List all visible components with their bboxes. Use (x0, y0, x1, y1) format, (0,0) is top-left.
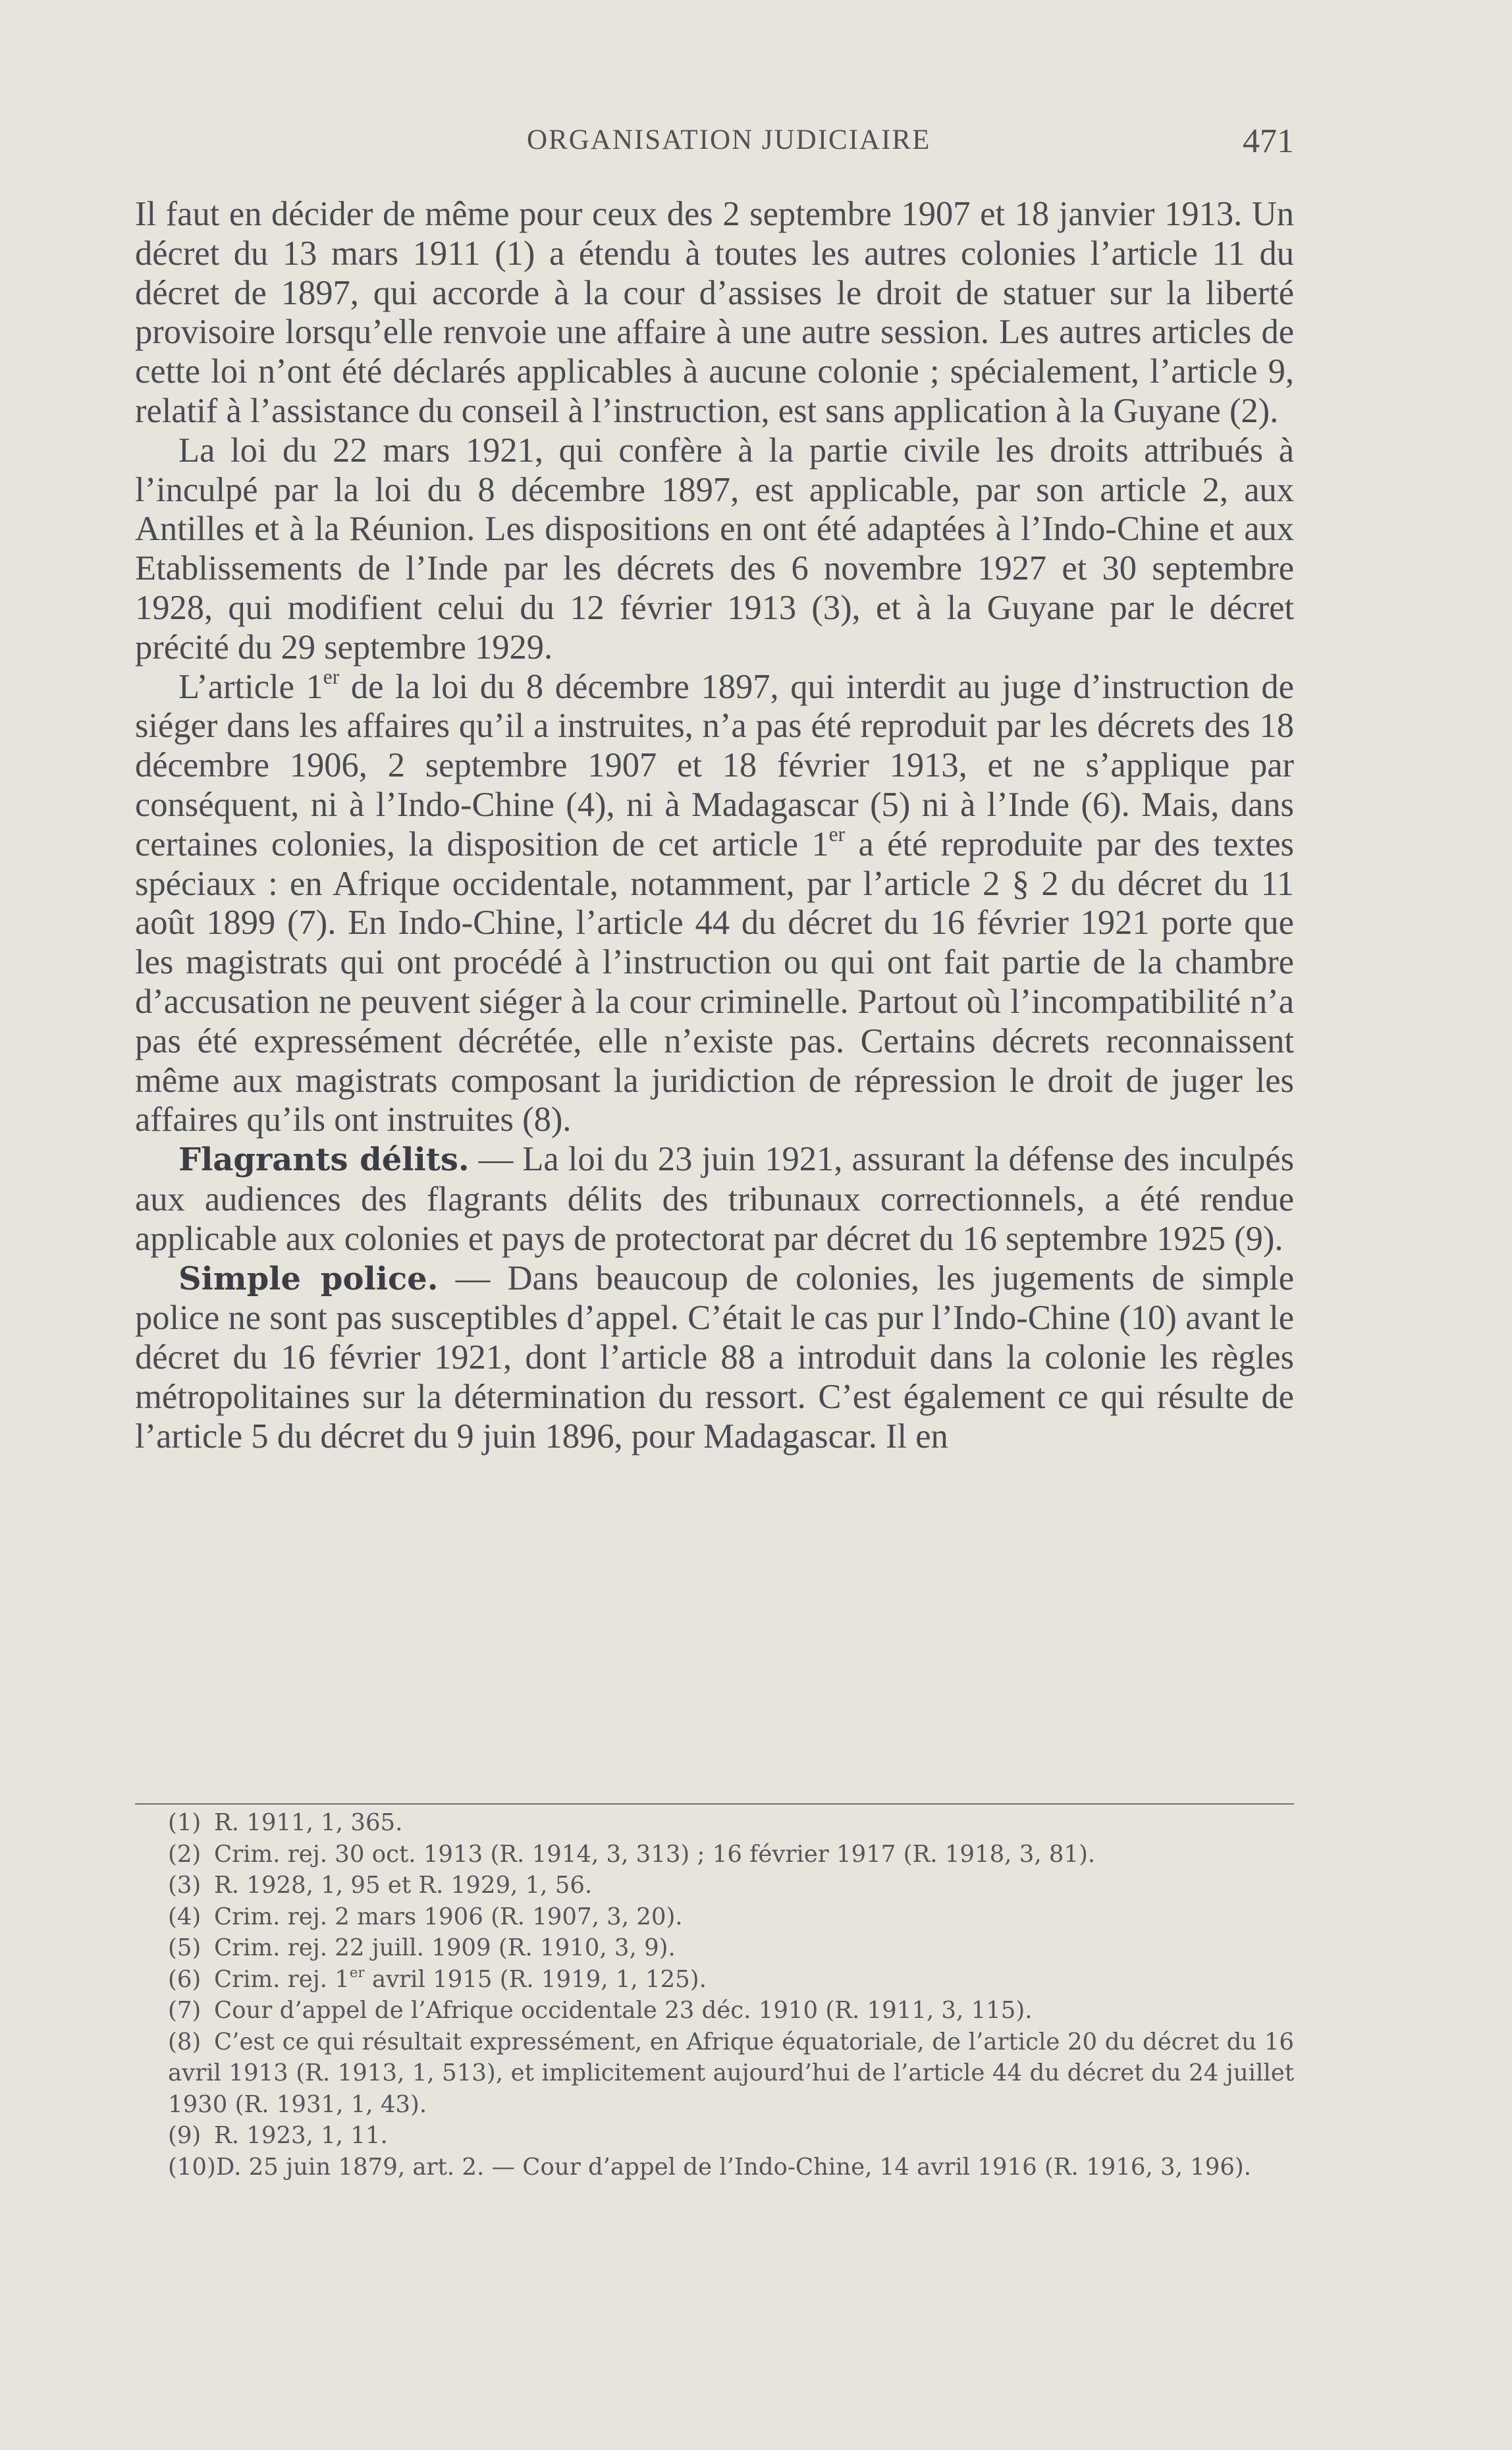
footnote-number: (2) (168, 1840, 202, 1868)
footnote-text: Crim. rej. 2 mars 1906 (R. 1907, 3, 20). (214, 1903, 683, 1930)
superscript: er (828, 822, 846, 846)
text-run: a été reproduite par des textes spéciaux : en Afrique occidentale, notamment, par l’article 2 § 2 du décret du 11 août 1899 (7). En Indo-Chine, l’article 44 du décret du 16 février 1921 porte que les magistrats qui ont procédé à l’instruction ou qui ont fait partie de la chambre d’accusation ne peuvent siéger à la cour criminelle. Partout où l’incompatibilité n’a pas été expressément décrétée, elle n’existe pas. Certains décrets reconnaissent même aux magistrats composant la juridiction de répression le droit de juger les affaires qu’ils ont instruites (8). (135, 825, 1294, 1139)
paragraph: La loi du 22 mars 1921, qui confère à la partie civile les droits attribués à l’inculpé par la loi du 8 décembre 1897, est applicable, par son article 2, aux Antilles et à la Réunion. Les dispositions en ont été adaptées à l’Indo-Chine et aux Etablissements de l’Inde par les décrets des 6 novembre 1927 et 30 septembre 1928, qui modifient celui du 12 février 1913 (3), et à la Guyane par le décret précité du 29 septembre 1929. (135, 431, 1294, 667)
footnote-number: (7) (168, 1997, 202, 2024)
footnote-number: (3) (168, 1872, 202, 1899)
section-heading-simple-police: Simple police. (178, 1260, 439, 1297)
running-title: ORGANISATION JUDICIAIRE (527, 124, 931, 155)
paragraph (135, 1140, 1294, 1259)
footnote-text: C’est ce qui résultait expressément, en Afrique équatoriale, de l’article 20 du décret du 16 avril 1913 (R. 1913, 1, 513), et implicitement aujourd’hui de l’article 44 du décret du 24 juillet 1930 (R. 1931, 1, 43). (168, 2028, 1294, 2118)
footnote-rule (135, 1803, 1294, 1805)
footnote (135, 1807, 1294, 1839)
footnote-text: avril 1915 (R. 1919, 1, 125). (364, 1965, 707, 1993)
footnote-text: R. 1928, 1, 95 et R. 1929, 1, 56. (214, 1872, 593, 1899)
footnote-number: (1) (168, 1809, 202, 1836)
footnote (135, 1932, 1294, 1964)
footnote (135, 2027, 1294, 2121)
footnote (135, 2120, 1294, 2152)
section-heading-flagrants-delits: Flagrants délits. (178, 1141, 470, 1179)
paragraph (135, 1259, 1294, 1457)
text-run: — Dans beaucoup de colonies, les jugements de simple police ne sont pas susceptibles d’appel. C’était le cas pur l’Indo-Chine (10) avant le décret du 16 février 1921, dont l’article 88 a introduit dans la colonie les règles métropolitaines sur la détermination du ressort. C’est également ce qui résulte de l’article 5 du décret du 9 juin 1896, pour Madagascar. Il en (135, 1259, 1294, 1456)
paragraph (135, 665, 1294, 1141)
footnote-text: Crim. rej. 22 juill. 1909 (R. 1910, 3, 9). (214, 1934, 676, 1961)
superscript: er (323, 665, 340, 688)
footnote (135, 1995, 1294, 2027)
footnote-number: (9) (168, 2122, 202, 2149)
text-run: de la loi du 8 décembre 1897, qui interdit au juge d’instruction de siéger dans les affaires qu’il a instruites, n’a pas été reproduit par les décrets des 18 décembre 1906, 2 septembre 1907 et 18 février 1913, et ne s’applique par conséquent, ni à l’Indo-Chine (4), ni à Madagascar (5) ni à l’Inde (6). Mais, dans certaines colonies, la disposition de cet article 1 (135, 667, 1294, 863)
footnote-text: Cour d’appel de l’Afrique occidentale 23 déc. 1910 (R. 1911, 3, 115). (214, 1997, 1033, 2024)
footnote-number: (5) (168, 1934, 202, 1961)
text-run: L’article 1 (178, 667, 323, 706)
main-text (135, 195, 1294, 1457)
page-number: 471 (1243, 122, 1294, 160)
footnote-text: Crim. rej. 30 oct. 1913 (R. 1914, 3, 313) ; 16 février 1917 (R. 1918, 3, 81). (214, 1840, 1096, 1868)
footnote (135, 2152, 1294, 2183)
footnote (135, 1870, 1294, 1901)
footnotes (135, 1807, 1294, 2183)
footnote-text: Crim. rej. 1 (214, 1965, 350, 1993)
superscript: er (349, 1964, 365, 1981)
footnote-number: (8) (168, 2028, 202, 2055)
running-header (135, 119, 1294, 171)
footnote-number: (4) (168, 1903, 202, 1930)
footnote-number: (6) (168, 1965, 202, 1993)
footnote (135, 1901, 1294, 1933)
footnote (135, 1964, 1294, 1996)
footnote-number: (10) (168, 2153, 216, 2181)
footnote (135, 1839, 1294, 1870)
footnote-text: D. 25 juin 1879, art. 2. — Cour d’appel de l’Indo-Chine, 14 avril 1916 (R. 1916, 3, 196). (215, 2153, 1252, 2181)
paragraph: Il faut en décider de même pour ceux des 2 septembre 1907 et 18 janvier 1913. Un décret du 13 mars 1911 (1) a étendu à toutes les autres colonies l’article 11 du décret de 1897, qui accorde à la cour d’assises le droit de statuer sur la liberté provisoire lorsqu’elle renvoie une affaire à une autre session. Les autres articles de cette loi n’ont été déclarés applicables à aucune colonie ; spécialement, l’article 9, relatif à l’assistance du conseil à l’instruction, est sans application à la Guyane (2). (135, 195, 1294, 430)
footnote-text: R. 1911, 1, 365. (214, 1809, 403, 1836)
text-run: — La loi du 23 juin 1921, assurant la défense des inculpés aux audiences des flagrants délits des tribunaux correctionnels, a été rendue applicable aux colonies et pays de protectorat par décret du 16 septembre 1925 (9). (135, 1140, 1294, 1258)
footnote-text: R. 1923, 1, 11. (214, 2122, 388, 2149)
